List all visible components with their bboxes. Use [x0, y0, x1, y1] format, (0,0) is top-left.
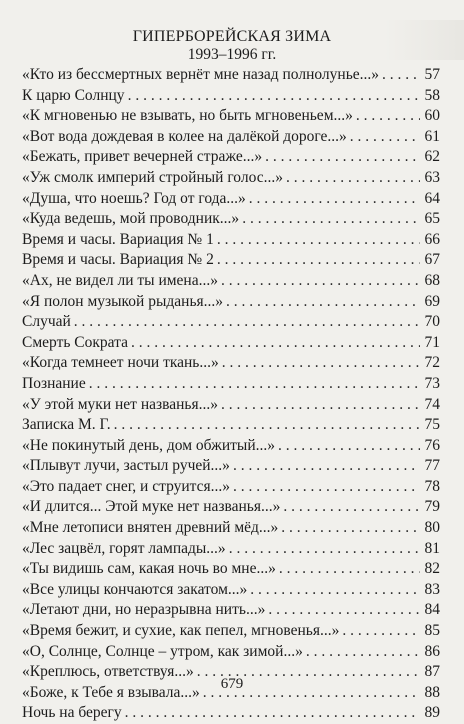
toc-entry-title: «Когда темнеет ночи ткань...» [22, 354, 219, 372]
toc-entry-title: «К мгновенью не взывать, но быть мгновеньем...» [22, 107, 353, 125]
toc-entry-title: Случай [22, 313, 71, 331]
toc-entry-title: «Все улицы кончаются закатом...» [22, 580, 248, 598]
toc-entry [22, 189, 440, 210]
toc-entry [22, 250, 440, 271]
toc-entry-title: «Ах, не видел ли ты имена...» [22, 271, 218, 289]
toc-entry [22, 127, 440, 148]
section-title: ГИПЕРБОРЕЙСКАЯ ЗИМА [132, 28, 332, 45]
dot-leader [279, 559, 420, 580]
toc-entry [22, 209, 440, 230]
dot-leader [350, 127, 420, 148]
dot-leader [281, 518, 420, 539]
toc-entry-page: 77 [424, 457, 440, 475]
dot-leader [233, 456, 420, 477]
dot-leader [233, 477, 420, 498]
toc-entry [22, 147, 440, 168]
toc-entry-page: 66 [424, 230, 440, 248]
toc-entry-title: «Плывут лучи, застыл ручей...» [22, 457, 230, 475]
toc-entry-page: 60 [424, 107, 440, 125]
toc-entry-page: 68 [424, 271, 440, 289]
toc-entry-page: 58 [424, 86, 440, 104]
dot-leader [265, 147, 420, 168]
toc-entry-page: 61 [424, 127, 440, 145]
dot-leader [114, 415, 420, 436]
page-number: 679 [220, 676, 244, 692]
toc-entry [22, 415, 440, 436]
toc-entry-page: 89 [424, 704, 440, 722]
toc-entry-page: 57 [424, 66, 440, 83]
toc-entry-title: «Не покинутый день, дом обжитый...» [22, 436, 275, 454]
toc-entry [22, 333, 440, 354]
toc-entry-title: «Бежать, привет вечерней страже...» [22, 148, 263, 166]
toc-entry-title: «И длится... Этой муке нет названья...» [22, 498, 281, 516]
toc-entry-page: 83 [424, 580, 440, 598]
toc-entry-title: «Уж смолк империй стройный голос...» [22, 168, 283, 186]
dot-leader [249, 189, 420, 210]
toc-entry-page: 73 [424, 374, 440, 392]
toc-entry-title: «Ты видишь сам, какая ночь во мне...» [22, 560, 276, 578]
toc-entry-title: Смерть Сократа [22, 333, 128, 351]
dot-leader [382, 65, 420, 86]
toc-entry [22, 703, 440, 724]
toc-entry [22, 230, 440, 251]
toc-entry-page: 74 [424, 395, 440, 413]
toc-entry-title: «Лес зацвёл, горят лампады...» [22, 539, 226, 557]
toc-entry [22, 600, 440, 621]
section-years: 1993–1996 гг. [187, 46, 277, 63]
toc-entry-page: 63 [424, 168, 440, 186]
dot-leader [306, 642, 420, 663]
dot-leader [222, 353, 420, 374]
toc-entry-title: Познание [22, 374, 86, 392]
dot-leader [278, 436, 420, 457]
dot-leader [125, 703, 420, 724]
toc-entry-title: «Мне летописи внятен древний мёд...» [22, 519, 279, 537]
dot-leader [221, 271, 420, 292]
toc-entry-title: «У этой муки нет названья...» [22, 395, 218, 413]
toc-entry [22, 497, 440, 518]
toc-entry-page: 76 [424, 436, 440, 454]
table-of-contents [22, 65, 440, 724]
toc-entry [22, 559, 440, 580]
dot-leader [221, 395, 420, 416]
toc-entry-title: «Куда ведешь, мой проводник...» [22, 210, 240, 228]
toc-entry-page: 78 [424, 477, 440, 495]
toc-entry-title: «Кто из бессмертных вернёт мне назад полнолунье...» [22, 66, 380, 83]
toc-entry-page: 79 [424, 498, 440, 516]
toc-entry-page: 64 [424, 189, 440, 207]
dot-leader [250, 580, 420, 601]
dot-leader [286, 168, 420, 189]
dot-leader [342, 621, 420, 642]
toc-entry [22, 106, 440, 127]
toc-entry-page: 67 [424, 251, 440, 269]
toc-entry [22, 518, 440, 539]
toc-entry [22, 539, 440, 560]
toc-entry-title: К царю Солнцу [22, 86, 125, 104]
toc-entry [22, 642, 440, 663]
toc-entry-page: 70 [424, 313, 440, 331]
dot-leader [356, 106, 420, 127]
toc-entry-title: Время и часы. Вариация № 1 [22, 230, 214, 248]
toc-entry-title: «Время бежит, и сухие, как пепел, мгновенья...» [22, 622, 340, 640]
dot-leader [268, 600, 420, 621]
toc-entry [22, 292, 440, 313]
toc-entry-title: «Летают дни, но неразрывна нить...» [22, 601, 266, 619]
toc-entry [22, 312, 440, 333]
toc-entry-page: 84 [424, 601, 440, 619]
dot-leader [217, 230, 420, 251]
toc-entry-page: 86 [424, 642, 440, 660]
dot-leader [131, 333, 420, 354]
toc-entry-page: 75 [424, 416, 440, 434]
toc-entry-page: 71 [424, 333, 440, 351]
toc-entry-page: 65 [424, 210, 440, 228]
toc-entry [22, 477, 440, 498]
toc-entry-title: Ночь на берегу [22, 704, 122, 722]
dot-leader [242, 209, 420, 230]
dot-leader [229, 539, 420, 560]
toc-entry-title: «О, Солнце, Солнце – утром, как зимой...» [22, 642, 303, 660]
toc-entry-title: «Боже, к Тебе я взывала...» [22, 683, 200, 701]
toc-entry-title: Время и часы. Вариация № 2 [22, 251, 214, 269]
toc-entry [22, 456, 440, 477]
toc-entry [22, 168, 440, 189]
toc-entry-page: 62 [424, 148, 440, 166]
dot-leader [217, 250, 420, 271]
toc-entry-page: 80 [424, 519, 440, 537]
toc-entry-page: 69 [424, 292, 440, 310]
dot-leader [74, 312, 420, 333]
toc-entry [22, 353, 440, 374]
toc-entry-page: 81 [424, 539, 440, 557]
dot-leader [128, 86, 420, 107]
toc-entry-title: «Я полон музыкой рыданья...» [22, 292, 224, 310]
toc-entry [22, 580, 440, 601]
toc-entry [22, 395, 440, 416]
toc-entry-page: 85 [424, 622, 440, 640]
toc-entry-page: 82 [424, 560, 440, 578]
toc-entry-title: Записка М. Г. [22, 416, 111, 434]
toc-entry-page: 88 [424, 683, 440, 701]
toc-entry [22, 621, 440, 642]
toc-entry [22, 436, 440, 457]
dot-leader [283, 497, 420, 518]
toc-entry-page: 87 [424, 663, 440, 681]
toc-entry-title: «Креплюсь, ответствуя...» [22, 663, 194, 681]
toc-entry-title: «Вот вода дождевая в колее на далёкой дороге...» [22, 127, 347, 145]
toc-entry-title: «Душа, что ноешь? Год от года...» [22, 189, 246, 207]
toc-entry [22, 271, 440, 292]
toc-entry-page: 72 [424, 354, 440, 372]
toc-entry [22, 374, 440, 395]
toc-entry [22, 65, 440, 86]
dot-leader [89, 374, 420, 395]
dot-leader [226, 292, 420, 313]
toc-entry-title: «Это падает снег, и струится...» [22, 477, 231, 495]
toc-entry [22, 86, 440, 107]
